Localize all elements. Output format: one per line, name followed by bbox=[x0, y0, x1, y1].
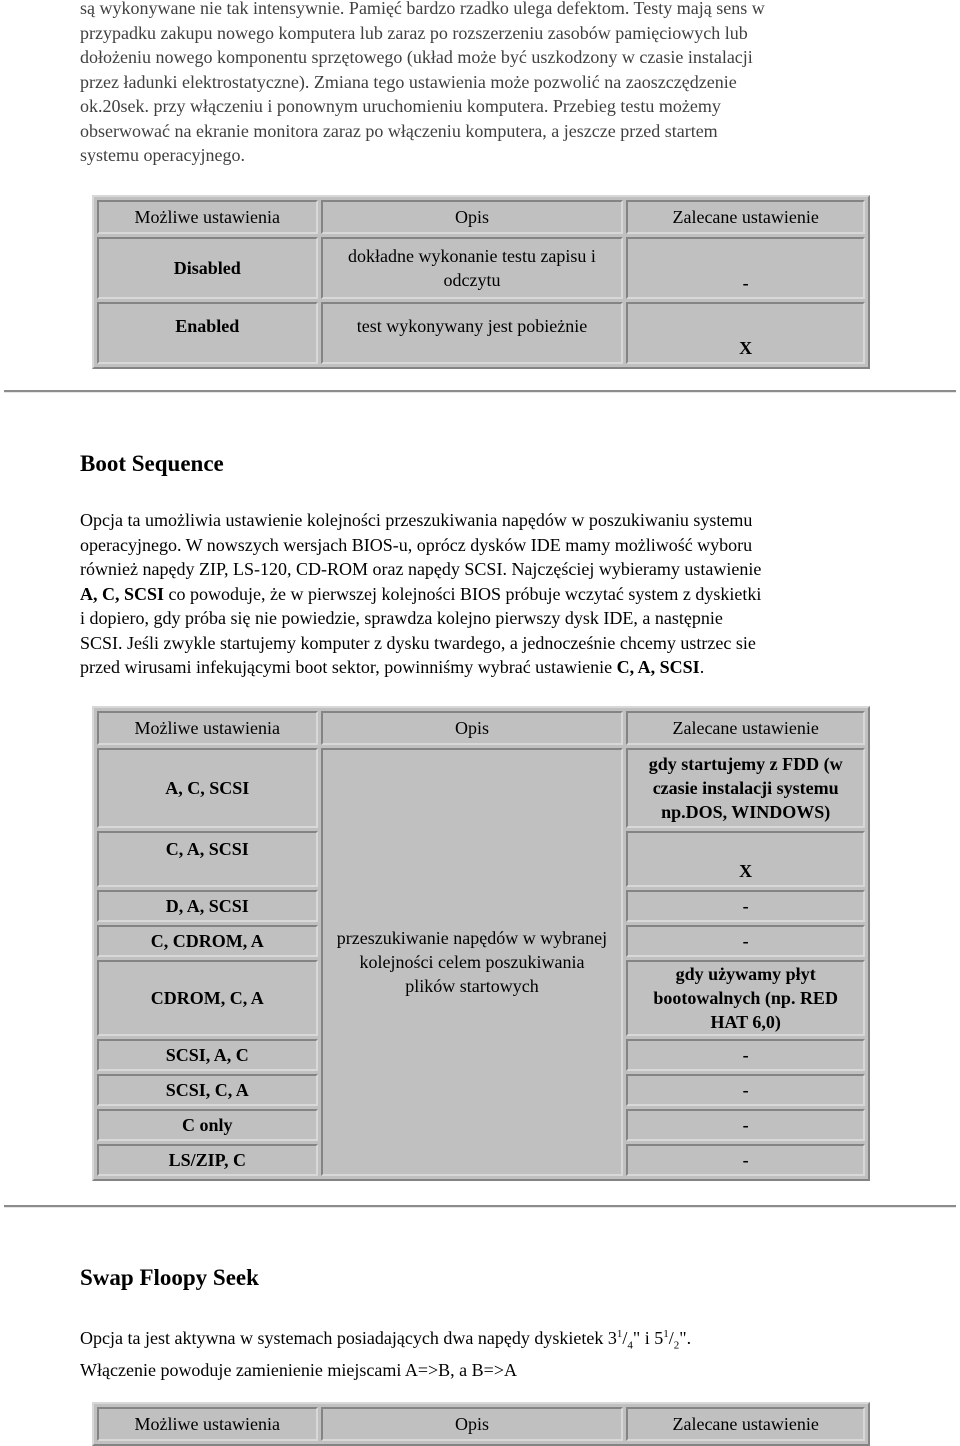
bold-setting: C, A, SCSI bbox=[616, 657, 700, 677]
setting-cell: SCSI, A, C bbox=[97, 1039, 318, 1071]
paragraph-text: ". bbox=[679, 1328, 692, 1348]
paragraph-line: Włączenie powoduje zamienienie miejscami A=>B, a B=>A bbox=[80, 1360, 517, 1381]
column-header: Zalecane ustawienie bbox=[626, 200, 865, 234]
paragraph-line bbox=[80, 582, 880, 607]
swap-floppy-paragraph bbox=[80, 1322, 880, 1383]
intro-line: przypadku zakupu nowego komputera lub zaraz po rozszerzeniu zasobów pamięciowych lub bbox=[80, 22, 748, 43]
paragraph-text: . bbox=[699, 657, 705, 677]
fraction-slash: / bbox=[668, 1328, 674, 1348]
intro-line: systemu operacyjnego. bbox=[80, 145, 245, 165]
setting-cell: D, A, SCSI bbox=[97, 890, 318, 922]
description-cell: przeszukiwanie napędów w wybranej kolejności celem poszukiwania plików startowych bbox=[321, 748, 624, 1176]
setting-cell: C, A, SCSI bbox=[97, 831, 318, 887]
column-header: Opis bbox=[321, 711, 624, 745]
paragraph-line: operacyjnego. W nowszych wersjach BIOS-u, oprócz dysków IDE mamy możliwość wyboru bbox=[80, 534, 753, 555]
recommended-cell: - bbox=[626, 925, 865, 957]
column-header: Możliwe ustawienia bbox=[97, 1407, 318, 1441]
recommended-cell: gdy używamy płyt bootowalnych (np. RED HAT 6,0) bbox=[626, 960, 865, 1036]
paragraph-line: również napędy ZIP, LS-120, CD-ROM oraz napędy SCSI. Najczęściej wybieramy ustawienie bbox=[80, 559, 762, 579]
recommended-cell: - bbox=[626, 1039, 865, 1071]
bold-setting: A, C, SCSI bbox=[80, 583, 165, 604]
table-row bbox=[97, 748, 865, 828]
paragraph-text: " i 5 bbox=[632, 1328, 664, 1348]
column-header: Zalecane ustawienie bbox=[626, 1407, 865, 1441]
description-cell: test wykonywany jest pobieżnie bbox=[321, 302, 624, 364]
recommended-cell: - bbox=[626, 1144, 865, 1176]
section-divider bbox=[4, 390, 956, 393]
recommended-cell: - bbox=[626, 1109, 865, 1141]
swap-floppy-settings-table bbox=[92, 1402, 870, 1446]
column-header: Opis bbox=[321, 1407, 624, 1441]
paragraph-line bbox=[80, 1322, 880, 1358]
column-header: Zalecane ustawienie bbox=[626, 711, 865, 745]
fraction-numerator: 1 bbox=[616, 1328, 623, 1340]
description-cell: dokładne wykonanie testu zapisu i odczytu bbox=[321, 237, 624, 299]
paragraph-line: i dopiero, gdy próba się nie powiedzie, sprawdza kolejno pierwszy dysk IDE, a następnie bbox=[80, 608, 723, 628]
fraction-denominator: 2 bbox=[673, 1339, 680, 1352]
table-row bbox=[97, 237, 865, 299]
intro-line: dołożeniu nowego komponentu sprzętowego (układ może być uszkodzony w czasie instalacji bbox=[80, 47, 753, 67]
table-row bbox=[97, 302, 865, 364]
paragraph-line: SCSI. Jeśli zwykle startujemy komputer z dysku twardego, a jednocześnie chcemy ustrzec sie bbox=[80, 632, 756, 653]
setting-cell: Disabled bbox=[97, 237, 318, 299]
fraction-slash: / bbox=[622, 1328, 628, 1348]
recommended-cell: gdy startujemy z FDD (w czasie instalacji systemu np.DOS, WINDOWS) bbox=[626, 748, 865, 828]
column-header: Możliwe ustawienia bbox=[97, 200, 318, 234]
table-header-row bbox=[97, 711, 865, 745]
setting-cell: C only bbox=[97, 1109, 318, 1141]
intro-paragraph bbox=[80, 0, 880, 168]
column-header: Możliwe ustawienia bbox=[97, 711, 318, 745]
setting-cell: Enabled bbox=[97, 302, 318, 364]
memory-test-settings-table bbox=[92, 195, 870, 369]
setting-cell: LS/ZIP, C bbox=[97, 1144, 318, 1176]
recommended-cell: - bbox=[626, 1074, 865, 1106]
fraction-denominator: 4 bbox=[627, 1339, 633, 1352]
recommended-cell: X bbox=[626, 302, 865, 364]
section-divider bbox=[4, 1205, 956, 1208]
setting-cell: SCSI, C, A bbox=[97, 1074, 318, 1106]
recommended-cell: X bbox=[626, 831, 865, 887]
recommended-cell: - bbox=[626, 237, 865, 299]
table-header-row bbox=[97, 200, 865, 234]
paragraph-text: Opcja ta jest aktywna w systemach posiadających dwa napędy dyskietek 3 bbox=[80, 1328, 617, 1348]
intro-line: obserwować na ekranie monitora zaraz po włączeniu komputera, a jeszcze przed startem bbox=[80, 120, 718, 141]
paragraph-text: przed wirusami infekującymi boot sektor, powinniśmy wybrać ustawienie bbox=[80, 657, 617, 677]
setting-cell: CDROM, C, A bbox=[97, 960, 318, 1036]
recommended-cell: - bbox=[626, 890, 865, 922]
table-header-row bbox=[97, 1407, 865, 1441]
paragraph-line: Opcja ta umożliwia ustawienie kolejności przeszukiwania napędów w poszukiwaniu systemu bbox=[80, 510, 753, 530]
intro-line: ok.20sek. przy włączeniu i ponownym uruchomieniu komputera. Przebieg testu możemy bbox=[80, 96, 721, 116]
fraction-numerator: 1 bbox=[663, 1328, 669, 1340]
boot-sequence-settings-table bbox=[92, 706, 870, 1181]
section-heading-boot-sequence: Boot Sequence bbox=[80, 451, 224, 476]
setting-cell: C, CDROM, A bbox=[97, 925, 318, 957]
paragraph-text: co powoduje, że w pierwszej kolejności BIOS próbuje wczytać system z dyskietki bbox=[164, 583, 762, 604]
setting-cell: A, C, SCSI bbox=[97, 748, 318, 828]
intro-line: przez ładunki elektrostatyczne). Zmiana tego ustawienia może pozwolić na zaoszczędzenie bbox=[80, 71, 737, 92]
column-header: Opis bbox=[321, 200, 624, 234]
section-heading-swap-floppy-seek: Swap Floopy Seek bbox=[80, 1265, 259, 1290]
boot-sequence-paragraph bbox=[80, 508, 880, 680]
intro-line: są wykonywane nie tak intensywnie. Pamięć bardzo rzadko ulega defektom. Testy mają sens w bbox=[80, 0, 765, 18]
paragraph-line bbox=[80, 655, 880, 680]
